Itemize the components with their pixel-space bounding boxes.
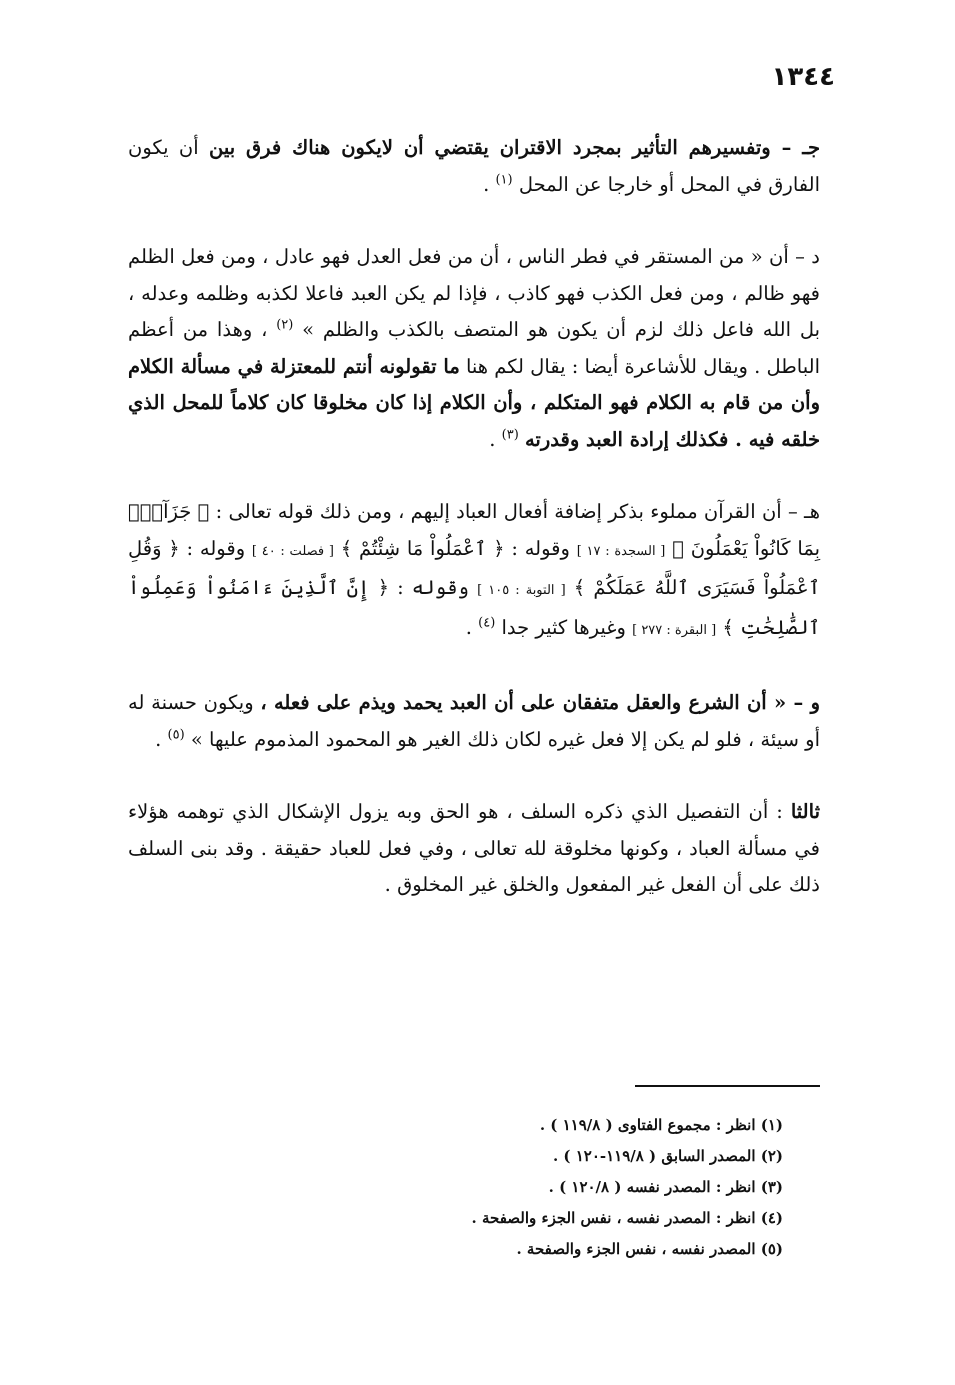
paragraph-dal-bold: ما تقولونه أنتم للمعتزلة في مسألة الكلام وأن من قام به الكلام فهو المتكلم ، وأن الكلام إذا كان مخلوقا كان كلاماً للمحل الذي خلقه فيه . فكذلك إرادة العبد وقدرته — [127, 354, 820, 451]
footnote-divider — [635, 1085, 820, 1087]
footnote-3: (٣) انظر : المصدر نفسه ( ١٢٠/٨ ) . — [548, 1178, 783, 1196]
paragraph-ha-text4: وقوله : ﴿ إِنَّ ٱلَّذِينَ ءَامَنُواْ وَعَمِلُواْ ٱلصَّٰلِحَٰتِ ﴾ — [128, 576, 820, 639]
paragraph-waw — [128, 685, 820, 758]
paragraph-ha — [128, 494, 820, 649]
main-text — [128, 130, 820, 940]
footnote-1: (١) انظر : مجموع الفتاوى ( ١١٩/٨ ) . — [539, 1116, 783, 1134]
footnote-marker-2: (٢) — [276, 317, 294, 333]
paragraph-jim-text: أن يكون الفارق في المحل أو خارجا عن المحل — [128, 136, 820, 196]
paragraph-thalithan-lead: ثالثا — [790, 800, 820, 823]
paragraph-dal-text1: د – أن « من المستقر في فطر الناس ، أن من فعل العدل فهو عادل ، ومن فعل الظلم فهو ظالم ، ومن فعل الكذب فهو كاذب ، فإذا لم يكن العبد فاعلا لكذبه وظلمه وعدله ، بل الله فاعل ذلك لزم أن يكون هو المتصف بالكذب والظلم » — [128, 245, 821, 341]
footnote-marker-3: (٣) — [501, 427, 519, 442]
paragraph-thalithan — [128, 794, 820, 904]
paragraph-jim — [128, 130, 820, 203]
paragraph-jim-lead: جـ – وتفسيرهم التأثير بمجرد الاقتران يقتضي أن لايكون هناك فرق بين — [208, 136, 821, 159]
paragraph-ha-text2: وقوله : ﴿ ٱعْمَلُواْ مَا شِئْتُمْ ﴾ — [340, 536, 570, 560]
footnote-2: (٢) المصدر السابق ( ١١٩/٨-١٢٠ ) . — [552, 1147, 783, 1165]
paragraph-dal-text2: ، وهذا من أعظم الباطل . ويقال للأشاعرة أيضا : يقال لكم هنا — [128, 318, 820, 378]
quran-ref-4: [ البقرة : ٢٧٧ ] — [632, 622, 717, 638]
footnote-marker-5: (٥) — [167, 727, 185, 742]
paragraph-waw-lead: و – « أن الشرع والعقل متفقان على أن العبد يحمد ويذم على فعله ، — [260, 691, 821, 714]
paragraph-ha-text1: هـ – أن القرآن مملوء بذكر إضافة أفعال العباد إليهم ، ومن ذلك قوله تعالى : ﴿ جَزَآءَۢ بِمَا كَانُواْ يَعْمَلُونَ ﴾ — [128, 500, 821, 560]
footnotes — [472, 1110, 783, 1265]
footnote-marker-4: (٤) — [478, 615, 496, 630]
paragraph-waw-end: . — [155, 727, 162, 751]
quran-ref-2: [ فصلت : ٤٠ ] — [251, 543, 334, 559]
footnote-4: (٤) انظر : المصدر نفسه ، نفس الجزء والصفحة . — [471, 1209, 783, 1227]
quran-ref-1: [ السجدة : ١٧ ] — [576, 543, 666, 559]
paragraph-dal-end: . — [489, 427, 496, 451]
paragraph-jim-end: . — [483, 172, 490, 196]
paragraph-dal — [128, 239, 820, 458]
quran-ref-3: [ التوبة : ١٠٥ ] — [477, 583, 566, 598]
paragraph-thalithan-text: : أن التفصيل الذي ذكره السلف ، هو الحق وبه يزول الإشكال الذي توهمه هؤلاء في مسألة العباد ، وكونها مخلوقة لله تعالى ، وفي فعل للعباد حقيقة . وقد بنى السلف ذلك على أن الفعل غير المفعول والخلق غير المخلوق . — [128, 800, 820, 896]
page-number: ١٣٤٤ — [771, 62, 835, 92]
paragraph-ha-text5: وغيرها كثير جدا — [501, 615, 626, 639]
paragraph-ha-text3: وقوله : ﴿ وَقُلِ ٱعْمَلُواْ فَسَيَرَى ٱللَّهُ عَمَلَكُمْ ﴾ — [128, 536, 821, 599]
paragraph-waw-text: ويكون حسنة له أو سيئة ، فلو لم يكن إلا فعل غيره لكان ذلك الغير هو المحمود المذموم عليها » — [128, 691, 820, 751]
paragraph-ha-end: . — [465, 615, 472, 639]
footnote-5: (٥) المصدر نفسه ، نفس الجزء والصفحة . — [516, 1240, 783, 1258]
footnote-marker-1: (١) — [495, 172, 513, 187]
